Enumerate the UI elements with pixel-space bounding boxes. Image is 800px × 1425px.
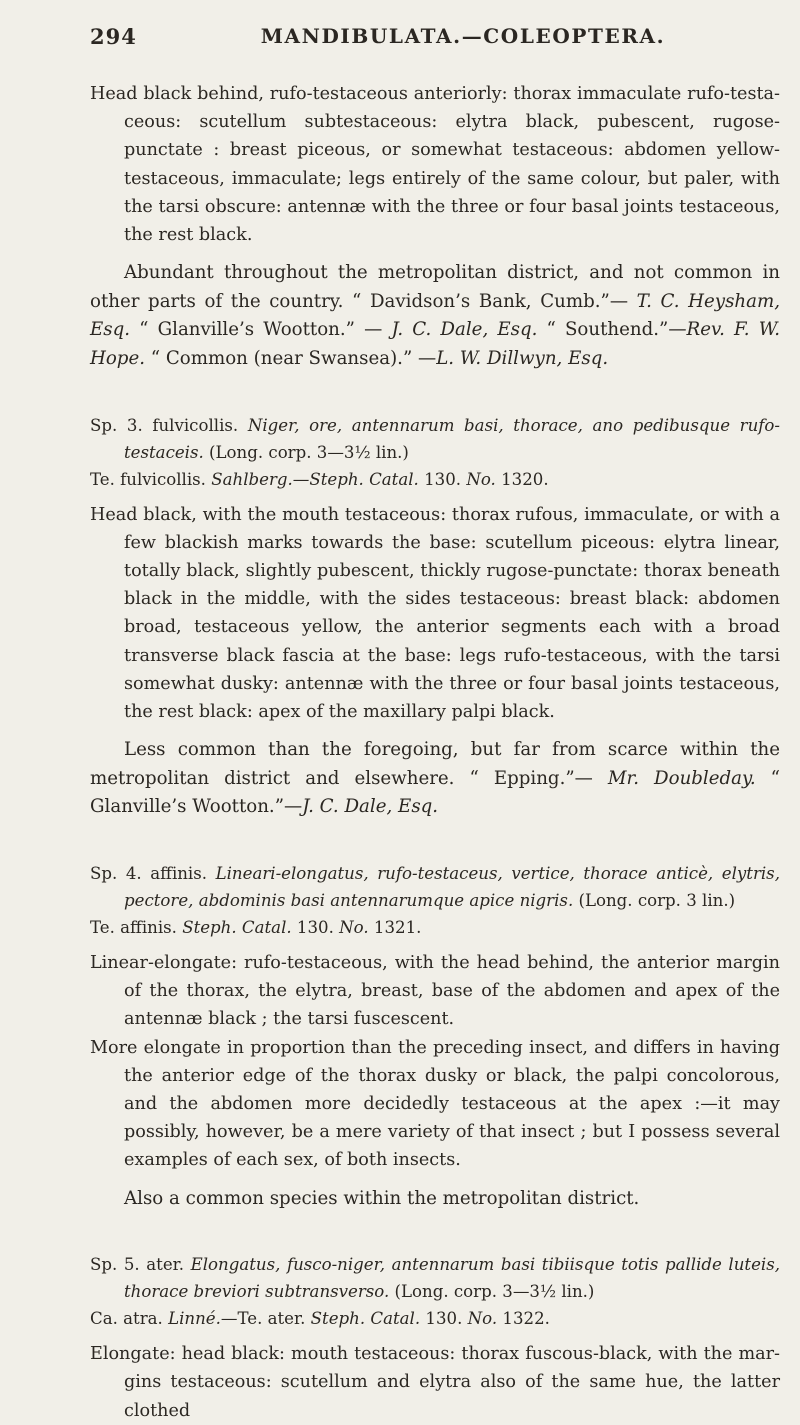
synonymy-line bbox=[90, 1305, 780, 1332]
text-segment: Te. affinis. bbox=[90, 918, 183, 937]
description-paragraph bbox=[90, 1340, 780, 1425]
page-header bbox=[90, 24, 780, 64]
running-head: MANDIBULATA.—COLEOPTERA. bbox=[260, 24, 666, 48]
text-segment: Sp. 5. ater. bbox=[90, 1255, 191, 1275]
italic-text: T. C. Heysham, Esq. bbox=[90, 290, 780, 341]
italic-text: Sahlberg.—Steph. Catal. bbox=[211, 469, 419, 489]
synonymy-line bbox=[90, 914, 780, 941]
text-segment: (Long. corp. 3—3½ lin.) bbox=[203, 442, 409, 462]
text-segment: Also a common species within the metropolitan district. bbox=[124, 1187, 640, 1209]
text-segment: Linear-elongate: rufo-testaceous, with the head behind, the anterior margin of the thorax, the elytra, breast, base of the abdomen and apex of the antennæ black ; the tarsi fuscescent. bbox=[90, 953, 780, 1030]
text-segment: “ Common (near Swansea).” — bbox=[145, 348, 437, 369]
text-segment: Te. fulvicollis. bbox=[90, 469, 212, 489]
italic-text: L. W. Dillwyn, Esq. bbox=[436, 348, 609, 369]
italic-text: No. bbox=[466, 469, 496, 489]
text-segment: 130. bbox=[420, 1309, 468, 1329]
text-segment: Head black, with the mouth testaceous: thorax rufous, immaculate, or with a few blackish marks towards the base: scutellum piceous: elytra linear, totally black, slightly pubescent, thickly rugose-punctate: thorax beneath black in the middle, with the sides testaceous: breast black: abdomen broad, testaceous yellow, the anterior segments each with a broad transverse black fascia at the base: legs rufo-testaceous, with the tarsi somewhat dusky: antennæ with the three or four basal joints testaceous, the rest black: apex of the maxillary palpi black. bbox=[90, 504, 780, 723]
text-segment: 1321. bbox=[368, 918, 422, 937]
text-segment: 1322. bbox=[497, 1309, 550, 1329]
text-segment: Abundant throughout the metropolitan district, and not common in other parts of the country. “ Davidson’s Bank, Cumb.”— bbox=[90, 262, 780, 312]
text-segment: (Long. corp. 3—3½ lin.) bbox=[389, 1282, 595, 1302]
italic-text: Steph. Catal. bbox=[310, 1309, 421, 1329]
italic-text: Rev. F. W. Hope. bbox=[90, 319, 781, 369]
observation-paragraph bbox=[90, 259, 780, 373]
text-segment: Sp. 3. fulvicollis. bbox=[90, 415, 248, 435]
text-segment: Sp. 4. affinis. bbox=[90, 864, 216, 883]
species-heading bbox=[90, 1251, 780, 1305]
description-paragraph bbox=[90, 501, 780, 727]
italic-text: No. bbox=[467, 1309, 498, 1329]
italic-text: Mr. Doubleday. bbox=[607, 767, 756, 789]
text-segment: “ Southend.”— bbox=[537, 319, 687, 341]
text-segment: “ Glanville’s Wootton.” — bbox=[130, 319, 392, 341]
italic-text: J. C. Dale, Esq. bbox=[302, 796, 439, 818]
observation-paragraph bbox=[90, 1185, 780, 1214]
text-segment: More elongate in proportion than the preceding insect, and differs in having the anterior edge of the thorax dusky or black, the palpi concolorous, and the abdomen more decidedly testaceous at the apex :—it may possibly, however, be a mere variety of that insect ; but I possess several examples of each sex, of both insects. bbox=[90, 1037, 780, 1171]
body-text bbox=[90, 80, 780, 1425]
italic-text: Steph. Catal. bbox=[182, 918, 292, 937]
text-segment: Less common than the foregoing, but far from scarce within the metropolitan district and elsewhere. “ Epping.”— bbox=[90, 739, 780, 789]
synonymy-line bbox=[90, 466, 780, 493]
italic-text: Elongatus, fusco-niger, antennarum basi tibiisque totis pallide luteis, thorace breviori subtransverso. bbox=[124, 1255, 780, 1302]
description-paragraph bbox=[90, 80, 780, 249]
observation-paragraph bbox=[90, 736, 780, 822]
italic-text: Lineari-elongatus, rufo-testaceus, vertice, thorace anticè, elytris, pectore, abdominis basi antennarumque apice nigris. bbox=[124, 864, 780, 910]
text-segment: Ca. atra. bbox=[90, 1309, 169, 1329]
text-segment: “ Glanville’s Wootton.”— bbox=[90, 767, 780, 818]
italic-text: Niger, ore, antennarum basi, thorace, ano pedibusque rufotestaceis. bbox=[124, 415, 781, 462]
text-segment: 130. bbox=[418, 469, 467, 489]
page-number: 294 bbox=[90, 24, 137, 49]
italic-text: Linné. bbox=[168, 1309, 221, 1329]
italic-text: J. C. Dale, Esq. bbox=[391, 319, 538, 341]
description-paragraph bbox=[90, 1034, 780, 1175]
description-paragraph bbox=[90, 949, 780, 1034]
italic-text: No. bbox=[339, 918, 369, 937]
text-segment: (Long. corp. 3 lin.) bbox=[573, 891, 736, 910]
text-segment: Elongate: head black: mouth testaceous: thorax fuscous-black, with the margins testaceous: scutellum and elytra also of the same hue, the latter clothed bbox=[90, 1344, 780, 1421]
species-heading bbox=[90, 860, 780, 914]
text-segment: —Te. ater. bbox=[220, 1309, 311, 1329]
text-segment: Head black behind, rufo-testaceous anteriorly: thorax immaculate rufo-testaceous: scutellum subtestaceous: elytra black, pubescent, rugose-punctate : breast piceous, or somewhat testaceous: abdomen yellow-testaceous, immaculate; legs entirely of the same colour, but paler, with the tarsi obscure: antennæ with the three or four basal joints testaceous, the rest black. bbox=[90, 84, 780, 246]
text-segment: 130. bbox=[291, 918, 340, 937]
species-heading bbox=[90, 412, 780, 466]
text-segment: 1320. bbox=[495, 469, 549, 489]
